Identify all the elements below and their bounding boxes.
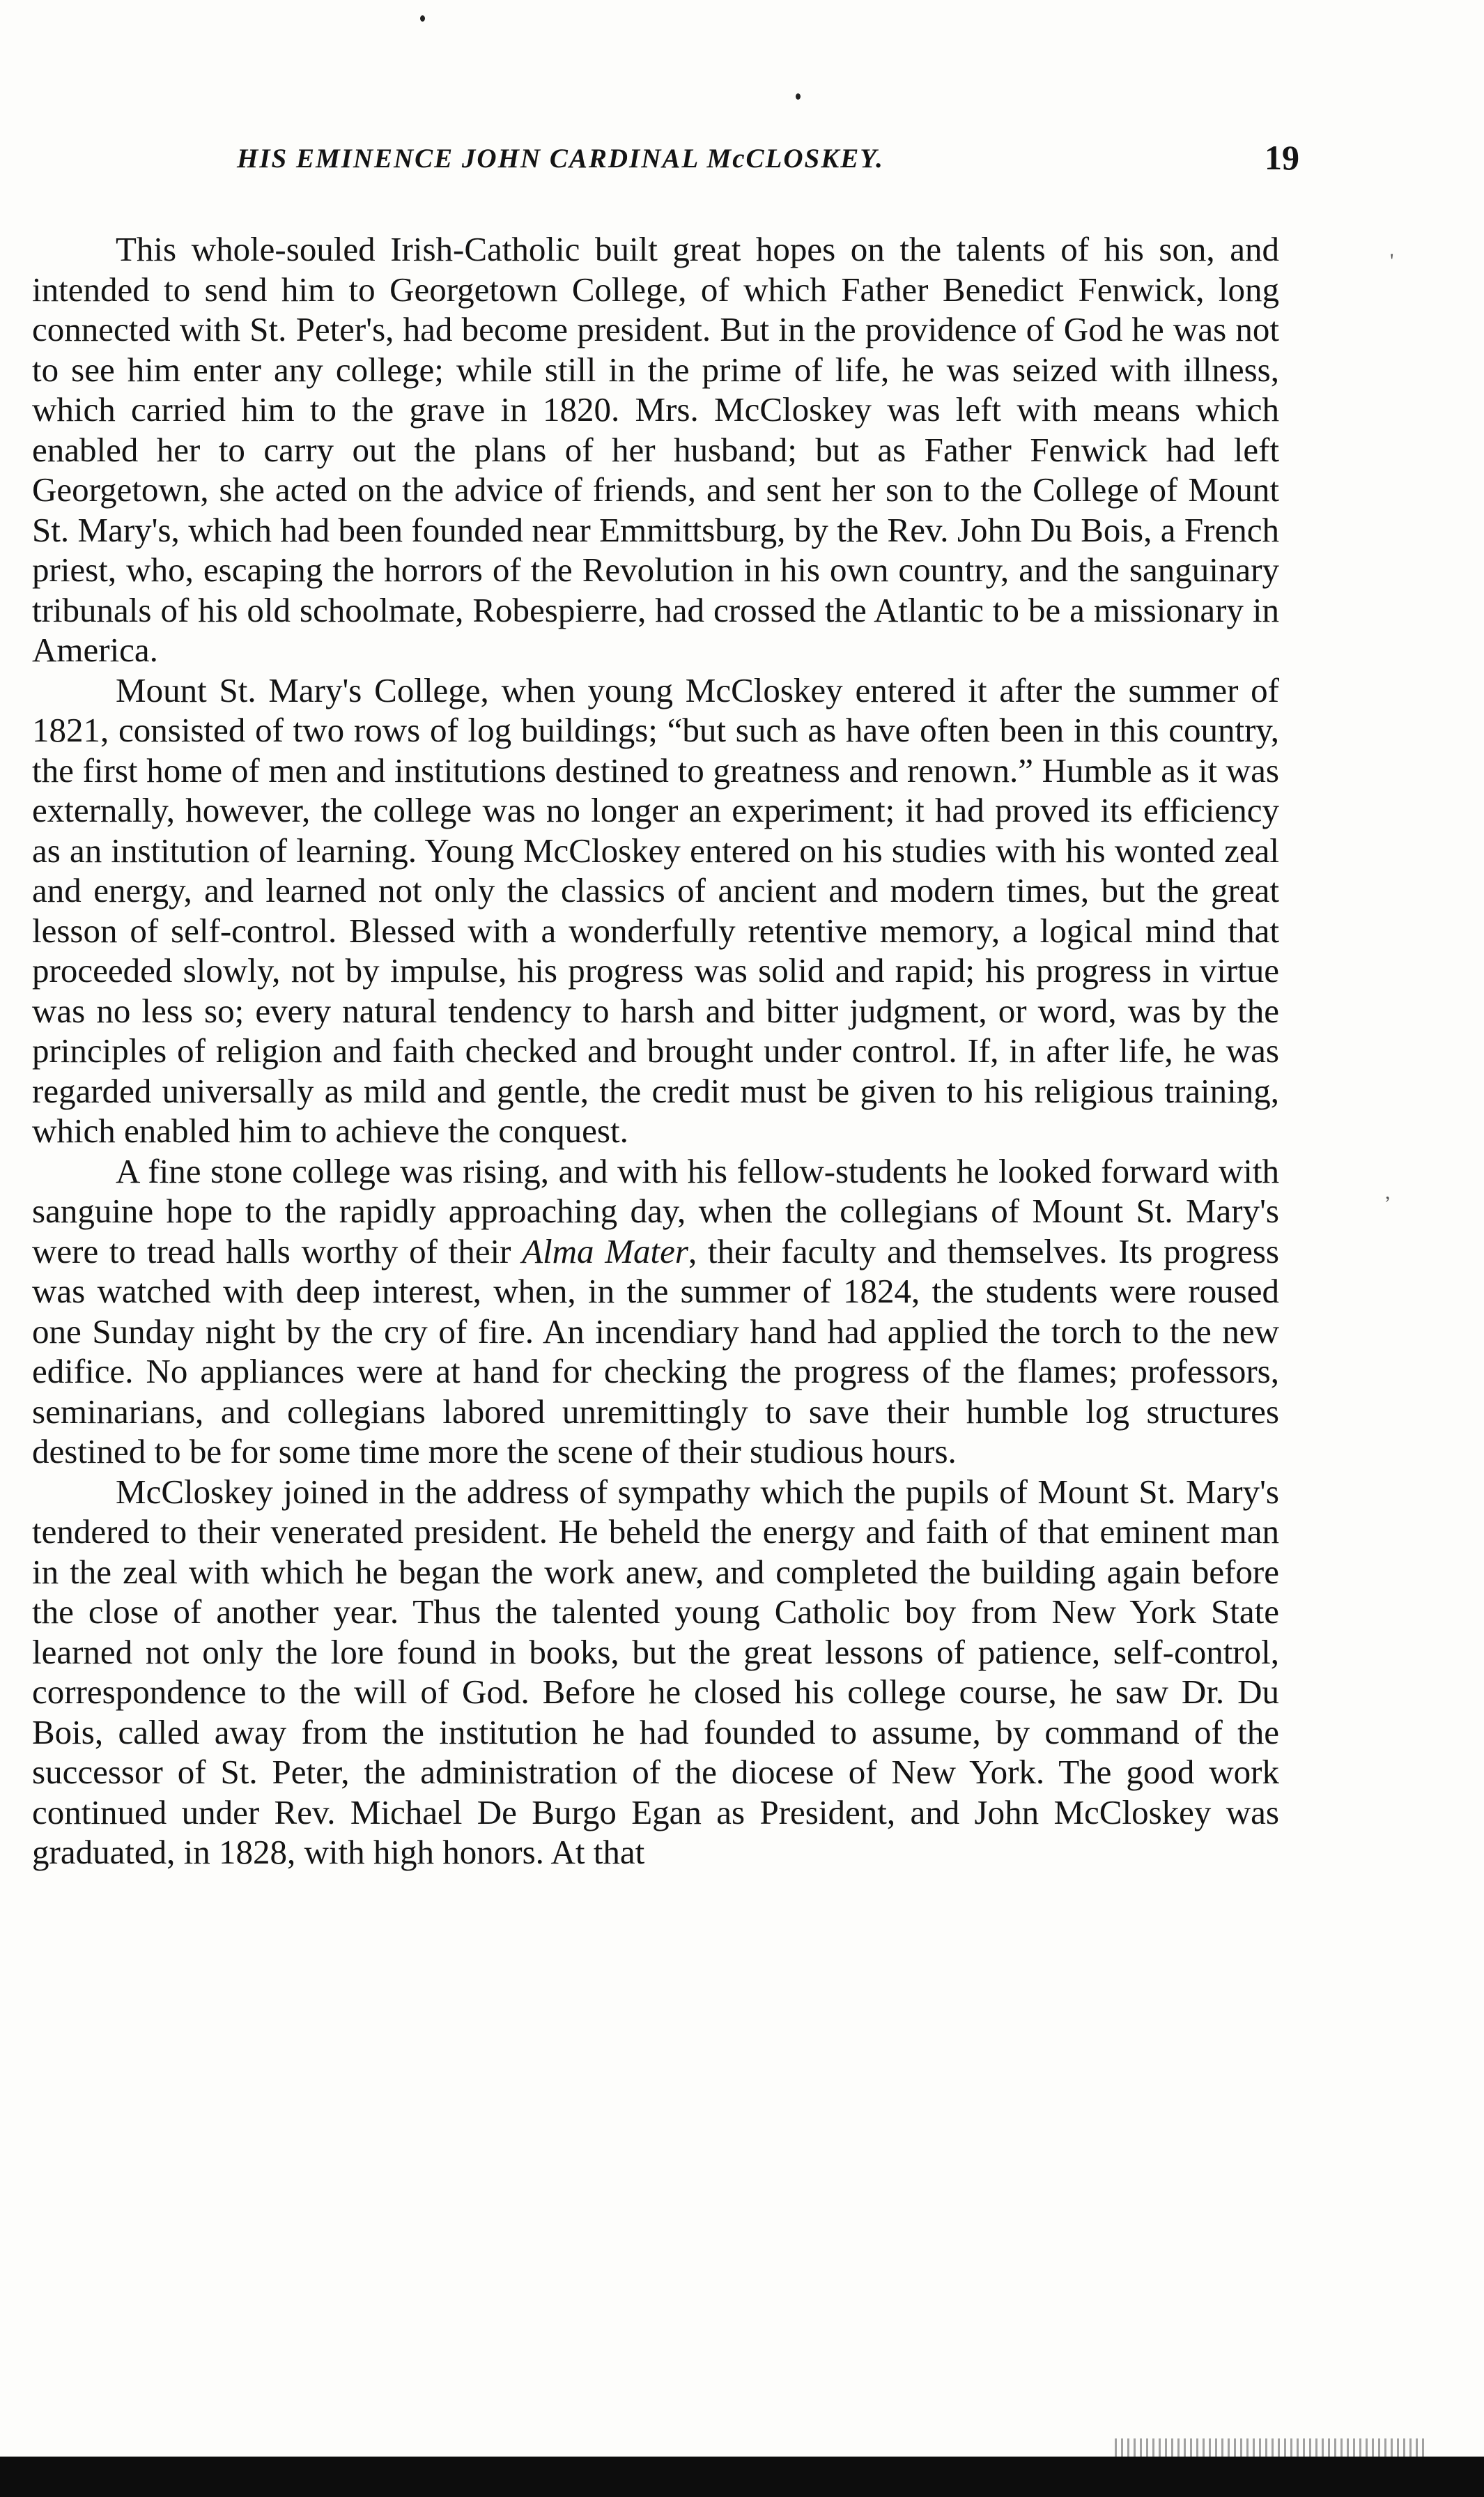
page-number: 19 — [1265, 138, 1299, 177]
margin-mark-upper: ' — [1390, 249, 1394, 272]
scan-smudge — [1115, 2438, 1428, 2457]
paragraph-1: This whole-souled Irish-Catholic built great hopes on the talents of his son, and intended to send him to Georgetown College, of which Father Benedict Fenwick, long connected with St. Peter's, had become president. But in the providence of God he was not to see him enter any college; while still in the prime of life, he was seized with illness, which carried him to the grave in 1820. Mrs. McCloskey was left with means which enabled her to carry out the plans of her husband; but as Father Fenwick had left Georgetown, she acted on the advice of friends, and sent her son to the College of Mount St. Mary's, which had been founded near Emmittsburg, by the Rev. John Du Bois, a French priest, who, escaping the horrors of the Revolution in his own country, and the sanguinary tribunals of his old schoolmate, Robespierre, had crossed the Atlantic to be a missionary in America. — [32, 230, 1279, 669]
running-title: HIS EMINENCE JOHN CARDINAL McCLOSKEY. — [237, 144, 884, 174]
paragraph-3-italic-alma-mater: Alma Mater — [522, 1231, 688, 1270]
running-head — [98, 136, 1299, 185]
paragraph-3-text-end: , their faculty and themselves. Its progress was watched with deep interest, when, in the summer of 1824, the students were roused one Sunday night by the cry of fire. An incendiary hand had applied the torch to the new edifice. No appliances were at hand for checking the progress of the flames; professors, seminarians, and collegians labored unremittingly to save their humble log structures destined to be for some time more the scene of their studious hours. — [32, 1231, 1279, 1470]
paragraph-2: Mount St. Mary's College, when young McCloskey entered it after the summer of 1821, consisted of two rows of log buildings; “but such as have often been in this country, the first home of men and institutions destined to greatness and renown.” Humble as it was externally, however, the college was no longer an experiment; it had proved its efficiency as an institution of learning. Young McCloskey entered on his studies with his wonted zeal and energy, and learned not only the classics of ancient and modern times, but the great lesson of self-control. Blessed with a wonderfully retentive memory, a logical mind that proceeded slowly, not by impulse, his progress was solid and rapid; his progress in virtue was no less so; every natural tendency to harsh and bitter judgment, or word, was by the principles of religion and faith checked and brought under control. If, in after life, he was regarded universally as mild and gentle, the credit must be given to his religious training, which enabled him to achieve the conquest. — [32, 670, 1279, 1150]
paragraph-3-text-start: A fine stone college was rising, and with his fellow-students he looked forward with sanguine hope to the rapidly approaching day, when the collegians of Mount St. Mary's were to tread halls worthy of their — [32, 1151, 1279, 1270]
scan-speck-upper — [796, 93, 801, 100]
paragraph-3 — [32, 1151, 1279, 1472]
scan-bottom-edge — [0, 2457, 1484, 2497]
margin-mark-middle: , — [1385, 1181, 1391, 1204]
paragraph-4: McCloskey joined in the address of sympathy which the pupils of Mount St. Mary's tendered to their venerated president. He beheld the energy and faith of that eminent man in the zeal with which he began the work anew, and completed the building again before the close of another year. Thus the talented young Catholic boy from New York State learned not only the lore found in books, but the great lessons of patience, self-control, correspondence to the will of God. Before he closed his college course, he saw Dr. Du Bois, called away from the institution he had founded to assume, by command of the successor of St. Peter, the administration of the diocese of New York. The good work continued under Rev. Michael De Burgo Egan as President, and John McCloskey was graduated, in 1828, with high honors. At that — [32, 1472, 1279, 1871]
body-text — [32, 229, 1279, 1873]
scan-speck-top — [420, 15, 425, 22]
